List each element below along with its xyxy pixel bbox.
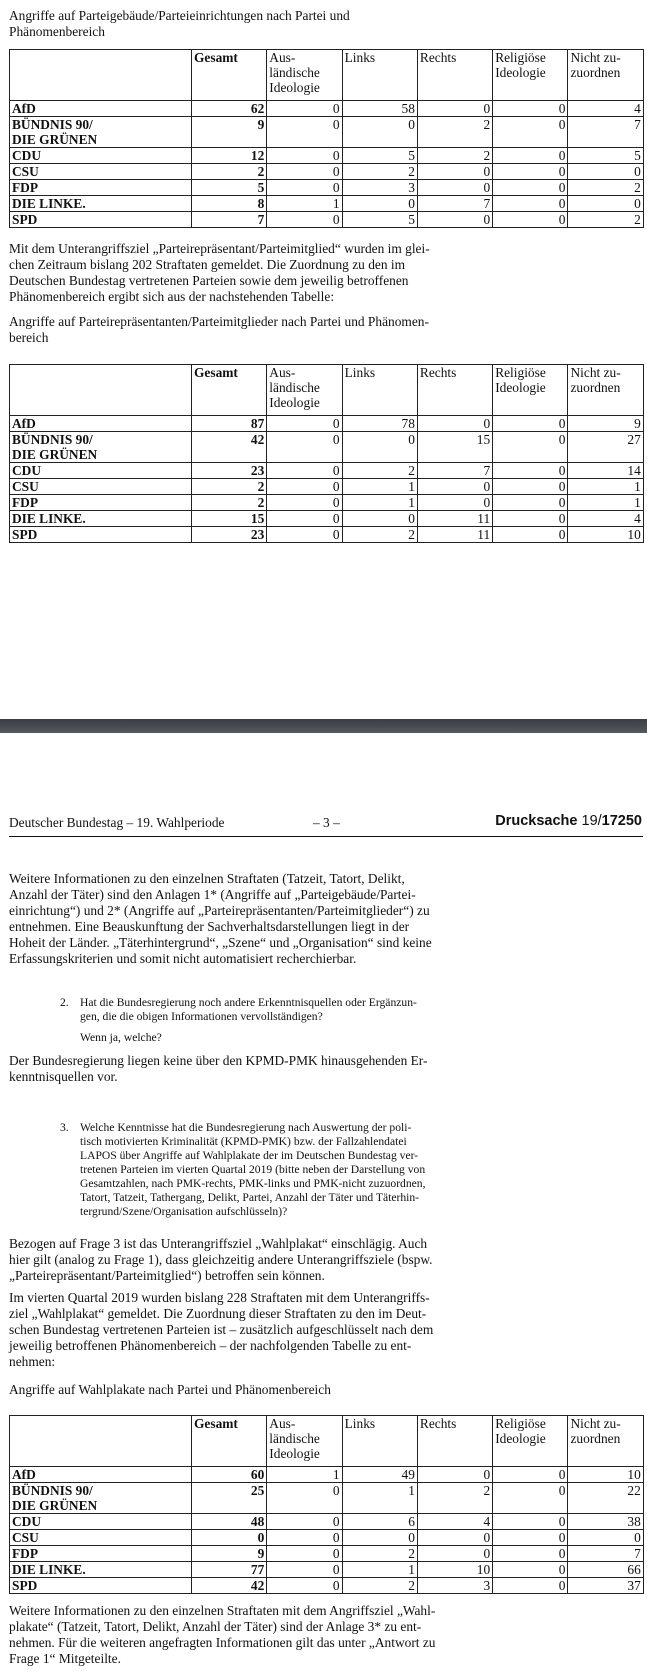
cell-gesamt: 77 — [192, 1562, 267, 1578]
party-name — [10, 527, 192, 543]
cell-religioese-ideologie: 0 — [493, 148, 568, 164]
table1-caption — [9, 8, 469, 40]
table-header-row — [10, 1416, 644, 1467]
party-name — [10, 479, 192, 495]
header-nicht-zuzuordnen: Nicht zu- zuordnen — [568, 1416, 643, 1467]
cell-rechts: 0 — [417, 164, 492, 180]
cell-gesamt: 12 — [192, 148, 267, 164]
party-name — [10, 1483, 192, 1514]
cell-nicht-zuzuordnen: 2 — [568, 212, 643, 228]
party-name — [10, 1467, 192, 1483]
cell-nicht-zuzuordnen: 22 — [568, 1483, 643, 1514]
header-party — [10, 1416, 192, 1467]
cell-religioese-ideologie: 0 — [493, 432, 568, 463]
cell-nicht-zuzuordnen: 7 — [568, 117, 643, 148]
cell-links: 6 — [342, 1514, 417, 1530]
party-name-line: SPD — [12, 527, 38, 542]
header-auslaendische-ideologie: Aus- ländische Ideologie — [267, 50, 342, 101]
party-name-line: CSU — [12, 164, 39, 179]
cell-rechts: 0 — [417, 1546, 492, 1562]
cell-links: 0 — [342, 432, 417, 463]
header-links: Links — [342, 1416, 417, 1467]
table-row — [10, 463, 644, 479]
header-gesamt: Gesamt — [192, 50, 267, 101]
cell-rechts: 10 — [417, 1562, 492, 1578]
cell-gesamt: 9 — [192, 117, 267, 148]
cell-religioese-ideologie: 0 — [493, 1514, 568, 1530]
party-name-line: BÜNDNIS 90/ — [12, 117, 93, 132]
table-row — [10, 1562, 644, 1578]
party-name-line: AfD — [12, 101, 36, 116]
table1-caption-line: Phänomenbereich — [9, 24, 105, 39]
cell-rechts: 2 — [417, 1483, 492, 1514]
question2-followup: Wenn ja, welche? — [80, 1031, 162, 1044]
header-rule — [9, 836, 643, 837]
text-line: gen, die die obigen Informationen vervollständigen? — [80, 1010, 323, 1023]
cell-auslaendische-ideologie: 0 — [267, 479, 342, 495]
header-page-number: – 3 – — [313, 815, 340, 830]
party-name-line: BÜNDNIS 90/ — [12, 432, 93, 447]
cell-gesamt: 62 — [192, 101, 267, 117]
text-line: Hat die Bundesregierung noch andere Erkenntnisquellen oder Ergänzun- — [80, 996, 417, 1009]
cell-rechts: 11 — [417, 511, 492, 527]
cell-links: 2 — [342, 1546, 417, 1562]
cell-auslaendische-ideologie: 0 — [267, 117, 342, 148]
cell-religioese-ideologie: 0 — [493, 1578, 568, 1594]
cell-links: 2 — [342, 527, 417, 543]
cell-links: 2 — [342, 164, 417, 180]
cell-links: 1 — [342, 1562, 417, 1578]
party-name — [10, 1530, 192, 1546]
header-auslaendische-ideologie: Aus- ländische Ideologie — [267, 365, 342, 416]
text-line: Mit dem Unterangriffsziel „Parteirepräsentant/Parteimitglied“ wurden im glei- — [9, 241, 430, 256]
cell-religioese-ideologie: 0 — [493, 479, 568, 495]
cell-auslaendische-ideologie: 0 — [267, 1578, 342, 1594]
paragraph-final — [9, 1603, 465, 1667]
party-name — [10, 101, 192, 117]
text-line: Weitere Informationen zu den einzelnen Straftaten mit dem Angriffsziel „Wahl- — [9, 1603, 436, 1618]
text-line: Bezogen auf Frage 3 ist das Unterangriffsziel „Wahlplakat“ einschlägig. Auch — [9, 1236, 428, 1251]
cell-rechts: 0 — [417, 180, 492, 196]
cell-nicht-zuzuordnen: 10 — [568, 527, 643, 543]
cell-links: 0 — [342, 117, 417, 148]
cell-auslaendische-ideologie: 0 — [267, 148, 342, 164]
table-row — [10, 1546, 644, 1562]
party-name — [10, 212, 192, 228]
party-name-line: CSU — [12, 479, 39, 494]
table-row — [10, 1578, 644, 1594]
cell-auslaendische-ideologie: 0 — [267, 495, 342, 511]
cell-auslaendische-ideologie: 0 — [267, 101, 342, 117]
header-auslaendische-ideologie: Aus- ländische Ideologie — [267, 1416, 342, 1467]
text-line: „Parteirepräsentant/Parteimitglied“) betroffen sein können. — [9, 1268, 325, 1283]
cell-rechts: 0 — [417, 479, 492, 495]
cell-auslaendische-ideologie: 0 — [267, 164, 342, 180]
text-line: jeweilig betroffenen Phänomenbereich – der nachfolgenden Tabelle zu ent- — [9, 1338, 412, 1353]
cell-religioese-ideologie: 0 — [493, 495, 568, 511]
text-line: Im vierten Quartal 2019 wurden bislang 228 Straftaten mit dem Unterangriffs- — [9, 1290, 430, 1305]
text-line: Welche Kenntnisse hat die Bundesregierung nach Auswertung der poli- — [80, 1121, 412, 1134]
cell-religioese-ideologie: 0 — [493, 101, 568, 117]
text-line: Gesamtzahlen, nach PMK-rechts, PMK-links und PMK-nicht zuzuordnen, — [80, 1177, 426, 1190]
cell-auslaendische-ideologie: 1 — [267, 1467, 342, 1483]
table-row — [10, 196, 644, 212]
question2-number: 2. — [60, 996, 69, 1009]
header-document-number — [495, 813, 642, 829]
header-parliament-period: Deutscher Bundestag – 19. Wahlperiode — [9, 815, 225, 830]
party-name — [10, 1546, 192, 1562]
question2-text — [80, 996, 466, 1045]
cell-rechts: 2 — [417, 117, 492, 148]
cell-gesamt: 23 — [192, 463, 267, 479]
text-line: Anzahl der Täter) sind den Anlagen 1* (Angriffe auf „Parteigebäude/Partei- — [9, 887, 416, 902]
question3-number: 3. — [60, 1121, 69, 1134]
cell-religioese-ideologie: 0 — [493, 463, 568, 479]
header-links: Links — [342, 365, 417, 416]
cell-religioese-ideologie: 0 — [493, 527, 568, 543]
text-line: schen Bundestag vertretenen Parteien ist – zusätzlich aufgeschlüsselt nach dem — [9, 1322, 434, 1337]
cell-auslaendische-ideologie: 0 — [267, 511, 342, 527]
answer2 — [9, 1053, 465, 1085]
cell-gesamt: 8 — [192, 196, 267, 212]
cell-gesamt: 25 — [192, 1483, 267, 1514]
header-religioese-ideologie: Religiöse Ideologie — [493, 365, 568, 416]
cell-nicht-zuzuordnen: 4 — [568, 511, 643, 527]
table-row — [10, 1514, 644, 1530]
text-line: LAPOS über Angriffe auf Wahlplakate der im Deutschen Bundestag ver- — [80, 1149, 419, 1162]
header-party — [10, 365, 192, 416]
cell-gesamt: 42 — [192, 432, 267, 463]
cell-nicht-zuzuordnen: 0 — [568, 1530, 643, 1546]
paragraph-further-info — [9, 871, 465, 967]
cell-nicht-zuzuordnen: 2 — [568, 180, 643, 196]
cell-links: 78 — [342, 416, 417, 432]
table-row — [10, 1530, 644, 1546]
header-period: 19/ — [581, 813, 602, 829]
cell-nicht-zuzuordnen: 1 — [568, 495, 643, 511]
cell-nicht-zuzuordnen: 37 — [568, 1578, 643, 1594]
cell-rechts: 15 — [417, 432, 492, 463]
header-rechts: Rechts — [417, 365, 492, 416]
party-name — [10, 1578, 192, 1594]
cell-rechts: 0 — [417, 495, 492, 511]
cell-links: 1 — [342, 1483, 417, 1514]
text-line: tisch motivierten Kriminalität (KPMD-PMK) bzw. der Fallzahlendatei — [80, 1135, 407, 1148]
cell-religioese-ideologie: 0 — [493, 180, 568, 196]
table-row — [10, 180, 644, 196]
cell-gesamt: 48 — [192, 1514, 267, 1530]
cell-auslaendische-ideologie: 0 — [267, 1562, 342, 1578]
table-row — [10, 527, 644, 543]
cell-rechts: 0 — [417, 1530, 492, 1546]
table-row — [10, 1467, 644, 1483]
table-row — [10, 495, 644, 511]
party-name — [10, 416, 192, 432]
party-name — [10, 495, 192, 511]
text-line: Frage 1“ Mitgeteilte. — [9, 1651, 121, 1666]
cell-links: 2 — [342, 463, 417, 479]
cell-auslaendische-ideologie: 0 — [267, 463, 342, 479]
cell-links: 5 — [342, 212, 417, 228]
header-links: Links — [342, 50, 417, 101]
header-drucksache-label: Drucksache — [495, 813, 578, 829]
party-name-line: CDU — [12, 463, 42, 478]
cell-gesamt: 15 — [192, 511, 267, 527]
text-line: Der Bundesregierung liegen keine über den KPMD-PMK hinausgehenden Er- — [9, 1053, 428, 1068]
cell-auslaendische-ideologie: 0 — [267, 180, 342, 196]
header-gesamt: Gesamt — [192, 365, 267, 416]
table-party-buildings — [9, 49, 644, 228]
party-name-line: CSU — [12, 1530, 39, 1545]
header-nicht-zuzuordnen: Nicht zu- zuordnen — [568, 365, 643, 416]
cell-rechts: 0 — [417, 416, 492, 432]
cell-rechts: 4 — [417, 1514, 492, 1530]
table-header-row — [10, 365, 644, 416]
cell-nicht-zuzuordnen: 0 — [568, 196, 643, 212]
party-name — [10, 463, 192, 479]
table-row — [10, 511, 644, 527]
paragraph-representatives-intro — [9, 241, 465, 305]
text-line: entnehmen. Eine Beauskunftung der Sachverhaltsdarstellungen liegt in der — [9, 919, 410, 934]
cell-gesamt: 2 — [192, 164, 267, 180]
party-name-line: DIE LINKE. — [12, 511, 86, 526]
table-header-row — [10, 50, 644, 101]
party-name-line: FDP — [12, 495, 39, 510]
cell-rechts: 2 — [417, 148, 492, 164]
answer3-details — [9, 1290, 465, 1370]
cell-auslaendische-ideologie: 0 — [267, 212, 342, 228]
table2-caption-line: Angriffe auf Parteirepräsentanten/Parteimitglieder nach Partei und Phänomen- — [9, 314, 429, 329]
cell-gesamt: 0 — [192, 1530, 267, 1546]
text-line: tretenen Parteien im vierten Quartal 2019 (bitte neben der Darstellung von — [80, 1163, 426, 1176]
table3-caption: Angriffe auf Wahlplakate nach Partei und Phänomenbereich — [9, 1382, 331, 1397]
party-name — [10, 511, 192, 527]
text-line: Tatort, Tatzeit, Tathergang, Delikt, Partei, Anzahl der Täter und Täterhin- — [80, 1191, 420, 1204]
cell-auslaendische-ideologie: 0 — [267, 1530, 342, 1546]
cell-links: 5 — [342, 148, 417, 164]
cell-gesamt: 42 — [192, 1578, 267, 1594]
party-name-line: FDP — [12, 1546, 39, 1561]
header-gesamt: Gesamt — [192, 1416, 267, 1467]
table-row — [10, 416, 644, 432]
cell-auslaendische-ideologie: 0 — [267, 1546, 342, 1562]
party-name-line: AfD — [12, 416, 36, 431]
cell-nicht-zuzuordnen: 14 — [568, 463, 643, 479]
cell-gesamt: 2 — [192, 479, 267, 495]
cell-rechts: 0 — [417, 1467, 492, 1483]
text-line: tergrund/Szene/Organisation aufschlüsseln)? — [80, 1205, 288, 1218]
cell-religioese-ideologie: 0 — [493, 196, 568, 212]
cell-rechts: 7 — [417, 463, 492, 479]
text-line: Hoheit der Länder. „Täterhintergrund“, „Szene“ und „Organisation“ sind keine — [9, 935, 432, 950]
party-name-line: CDU — [12, 1514, 42, 1529]
question3-text — [80, 1121, 466, 1219]
cell-nicht-zuzuordnen: 27 — [568, 432, 643, 463]
text-line: nehmen. Für die weiteren angefragten Informationen gilt das unter „Antwort zu — [9, 1635, 436, 1650]
cell-religioese-ideologie: 0 — [493, 117, 568, 148]
header-party — [10, 50, 192, 101]
cell-nicht-zuzuordnen: 66 — [568, 1562, 643, 1578]
cell-links: 49 — [342, 1467, 417, 1483]
cell-nicht-zuzuordnen: 38 — [568, 1514, 643, 1530]
table-row — [10, 117, 644, 148]
party-name-line: DIE GRÜNEN — [12, 1498, 98, 1513]
cell-links: 2 — [342, 1578, 417, 1594]
party-name — [10, 164, 192, 180]
cell-nicht-zuzuordnen: 5 — [568, 148, 643, 164]
cell-links: 58 — [342, 101, 417, 117]
party-name — [10, 148, 192, 164]
cell-auslaendische-ideologie: 0 — [267, 1483, 342, 1514]
cell-religioese-ideologie: 0 — [493, 1483, 568, 1514]
party-name — [10, 180, 192, 196]
cell-rechts: 11 — [417, 527, 492, 543]
cell-links: 1 — [342, 479, 417, 495]
cell-links: 1 — [342, 495, 417, 511]
text-line: hier gilt (analog zu Frage 1), dass gleichzeitig andere Unterangriffsziele (bspw. — [9, 1252, 433, 1267]
cell-nicht-zuzuordnen: 10 — [568, 1467, 643, 1483]
cell-religioese-ideologie: 0 — [493, 1546, 568, 1562]
cell-gesamt: 7 — [192, 212, 267, 228]
text-line: nehmen: — [9, 1354, 56, 1369]
page-break-separator — [0, 719, 647, 733]
party-name-line: SPD — [12, 1578, 38, 1593]
cell-gesamt: 2 — [192, 495, 267, 511]
cell-auslaendische-ideologie: 1 — [267, 196, 342, 212]
cell-nicht-zuzuordnen: 7 — [568, 1546, 643, 1562]
header-rechts: Rechts — [417, 1416, 492, 1467]
table-election-posters — [9, 1415, 644, 1594]
header-religioese-ideologie: Religiöse Ideologie — [493, 1416, 568, 1467]
party-name-line: DIE GRÜNEN — [12, 132, 98, 147]
header-religioese-ideologie: Religiöse Ideologie — [493, 50, 568, 101]
cell-gesamt: 5 — [192, 180, 267, 196]
cell-rechts: 7 — [417, 196, 492, 212]
text-line: plakate“ (Tatzeit, Tatort, Delikt, Anzahl der Täter) sind der Anlage 3* zu ent- — [9, 1619, 422, 1634]
cell-auslaendische-ideologie: 0 — [267, 432, 342, 463]
cell-auslaendische-ideologie: 0 — [267, 527, 342, 543]
party-name-line: FDP — [12, 180, 39, 195]
cell-religioese-ideologie: 0 — [493, 164, 568, 180]
cell-links: 3 — [342, 180, 417, 196]
cell-religioese-ideologie: 0 — [493, 416, 568, 432]
party-name-line: SPD — [12, 212, 38, 227]
table-row — [10, 479, 644, 495]
table1-caption-line: Angriffe auf Parteigebäude/Parteieinrichtungen nach Partei und — [9, 8, 350, 23]
cell-gesamt: 87 — [192, 416, 267, 432]
table2-caption-line: bereich — [9, 330, 49, 345]
table2-caption — [9, 314, 469, 346]
cell-rechts: 3 — [417, 1578, 492, 1594]
cell-links: 0 — [342, 1530, 417, 1546]
table-row — [10, 212, 644, 228]
table-row — [10, 164, 644, 180]
cell-gesamt: 9 — [192, 1546, 267, 1562]
cell-nicht-zuzuordnen: 4 — [568, 101, 643, 117]
cell-nicht-zuzuordnen: 0 — [568, 164, 643, 180]
cell-gesamt: 23 — [192, 527, 267, 543]
cell-auslaendische-ideologie: 0 — [267, 1514, 342, 1530]
party-name — [10, 117, 192, 148]
header-rechts: Rechts — [417, 50, 492, 101]
party-name-line: DIE GRÜNEN — [12, 447, 98, 462]
text-line: Weitere Informationen zu den einzelnen Straftaten (Tatzeit, Tatort, Delikt, — [9, 871, 405, 886]
party-name-line: DIE LINKE. — [12, 196, 86, 211]
table-row — [10, 432, 644, 463]
party-name-line: DIE LINKE. — [12, 1562, 86, 1577]
cell-links: 0 — [342, 511, 417, 527]
cell-rechts: 0 — [417, 212, 492, 228]
party-name — [10, 196, 192, 212]
party-name — [10, 432, 192, 463]
text-line: Deutschen Bundestag vertretenen Parteien sowie dem jeweilig betroffenen — [9, 273, 409, 288]
party-name — [10, 1562, 192, 1578]
cell-religioese-ideologie: 0 — [493, 1467, 568, 1483]
cell-religioese-ideologie: 0 — [493, 511, 568, 527]
party-name-line: CDU — [12, 148, 42, 163]
table-row — [10, 148, 644, 164]
party-name-line: AfD — [12, 1467, 36, 1482]
cell-religioese-ideologie: 0 — [493, 212, 568, 228]
text-line: Phänomenbereich ergibt sich aus der nachstehenden Tabelle: — [9, 289, 335, 304]
header-nicht-zuzuordnen: Nicht zu- zuordnen — [568, 50, 643, 101]
cell-religioese-ideologie: 0 — [493, 1530, 568, 1546]
party-name — [10, 1514, 192, 1530]
cell-auslaendische-ideologie: 0 — [267, 416, 342, 432]
text-line: kenntnisquellen vor. — [9, 1069, 118, 1084]
answer3-intro — [9, 1236, 465, 1284]
cell-nicht-zuzuordnen: 9 — [568, 416, 643, 432]
text-line: chen Zeitraum bislang 202 Straftaten gemeldet. Die Zuordnung zu den im — [9, 257, 406, 272]
cell-nicht-zuzuordnen: 1 — [568, 479, 643, 495]
cell-gesamt: 60 — [192, 1467, 267, 1483]
party-name-line: BÜNDNIS 90/ — [12, 1483, 93, 1498]
cell-links: 0 — [342, 196, 417, 212]
text-line: einrichtung“) und 2* (Angriffe auf „Parteirepräsentanten/Parteimitglieder“) zu — [9, 903, 430, 918]
header-number: 17250 — [601, 813, 642, 829]
cell-religioese-ideologie: 0 — [493, 1562, 568, 1578]
table-row — [10, 1483, 644, 1514]
table-row — [10, 101, 644, 117]
text-line: Erfassungskriterien und somit nicht automatisiert recherchierbar. — [9, 951, 357, 966]
table-party-representatives — [9, 364, 644, 543]
text-line: ziel „Wahlplakat“ gemeldet. Die Zuordnung dieser Straftaten zu den im Deut- — [9, 1306, 427, 1321]
cell-rechts: 0 — [417, 101, 492, 117]
